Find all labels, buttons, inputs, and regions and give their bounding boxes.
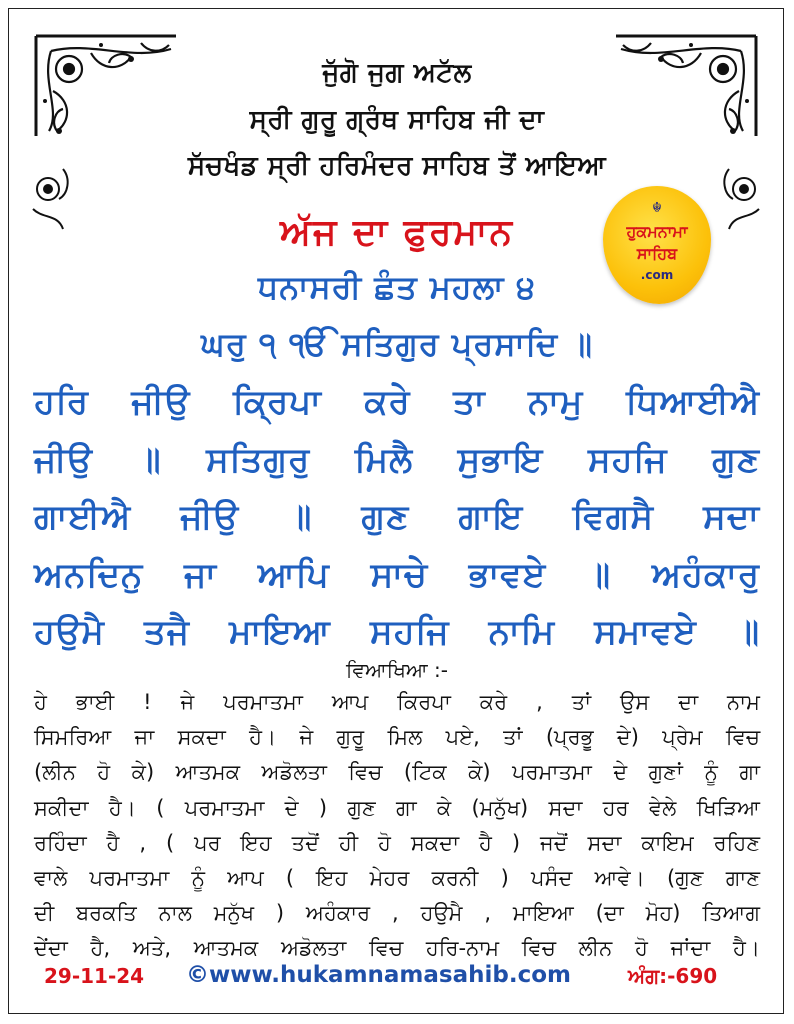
vyakhya-label: ਵਿਆਖਿਆ :- [346, 658, 448, 682]
header-line-3: ਸੱਚਖੰਡ ਸ੍ਰੀ ਹਰਿਮੰਦਰ ਸਾਹਿਬ ਤੋਂ ਆਇਆ [187, 151, 607, 181]
header-line-1: ਜੁੱਗੋ ਜੁਗ ਅਟੱਲ [322, 58, 472, 88]
footer-date: 29-11-24 [44, 964, 145, 988]
verse-line: ਗਾਈਐ ਜੀਉ ॥ ਗੁਣ ਗਾਇ ਵਿਗਸੈ ਸਦਾ [34, 497, 760, 537]
explanation-line: ਦੀ ਬਰਕਤਿ ਨਾਲ ਮਨੁੱਖ ) ਅਹੰਕਾਰ , ਹਉਮੈ , ਮਾਇਆ (ਦਾ ਮੋਹ) ਤਿਆਗ [34, 901, 760, 925]
header-line-2: ਸ੍ਰੀ ਗੁਰੂ ਗ੍ਰੰਥ ਸਾਹਿਬ ਜੀ ਦਾ [249, 105, 545, 135]
explanation-line: ਰਹਿੰਦਾ ਹੈ , ( ਪਰ ਇਹ ਤਦੋਂ ਹੀ ਹੋ ਸਕਦਾ ਹੈ ) ਜਦੋਂ ਸਦਾ ਕਾਇਮ ਰਹਿਣ [34, 831, 760, 855]
logo-text-line-2: ਸਾਹਿਬ [636, 244, 678, 263]
page-title: ਅੱਜ ਦਾ ਫੁਰਮਾਨ [280, 212, 514, 253]
explanation-line: ਸਕੀਦਾ ਹੈ। ( ਪਰਮਾਤਮਾ ਦੇ ) ਗੁਣ ਗਾ ਕੇ (ਮਨੁੱਖ) ਸਦਾ ਹਰ ਵੇਲੇ ਖਿੜਿਆ [34, 796, 760, 820]
verse-line: ਹਰਿ ਜੀਉ ਕ੍ਰਿਪਾ ਕਰੇ ਤਾ ਨਾਮੁ ਧਿਆਈਐ [34, 382, 760, 422]
explanation-line: ਦੇਂਦਾ ਹੈ, ਅਤੇ, ਆਤਮਕ ਅਡੋਲਤਾ ਵਿਚ ਹਰਿ-ਨਾਮ ਵਿਚ ਲੀਨ ਹੋ ਜਾਂਦਾ ਹੈ। [34, 936, 760, 960]
explanation-line: ਸਿਮਰਿਆ ਜਾ ਸਕਦਾ ਹੈ। ਜੇ ਗੁਰੂ ਮਿਲ ਪਏ, ਤਾਂ (ਪ੍ਰਭੂ ਦੇ) ਪ੍ਰੇਮ ਵਿਚ [34, 725, 760, 749]
explanation-line: ਵਾਲੇ ਪਰਮਾਤਮਾ ਨੂੰ ਆਪ ( ਇਹ ਮੇਹਰ ਕਰਨੀ ) ਪਸੰਦ ਆਵੇ। (ਗੁਣ ਗਾਣ [34, 866, 760, 890]
explanation-line: (ਲੀਨ ਹੋ ਕੇ) ਆਤਮਕ ਅਡੋਲਤਾ ਵਿਚ (ਟਿਕ ਕੇ) ਪਰਮਾਤਮਾ ਦੇ ਗੁਣਾਂ ਨੂੰ ਗਾ [34, 760, 760, 784]
khanda-icon: ☬ [652, 200, 662, 216]
logo-text-line-3: .com [640, 268, 674, 282]
shabad-heading-raag: ਧਨਾਸਰੀ ਛੰਤ ਮਹਲਾ ੪ [258, 268, 536, 306]
verse-line: ਅਨਦਿਨੁ ਜਾ ਆਪਿ ਸਾਚੇ ਭਾਵਏ ॥ ਅਹੰਕਾਰੁ [34, 555, 760, 595]
explanation-line: ਹੇ ਭਾਈ ! ਜੇ ਪਰਮਾਤਮਾ ਆਪ ਕਿਰਪਾ ਕਰੇ , ਤਾਂ ਉਸ ਦਾ ਨਾਮ [34, 690, 760, 714]
logo-text-line-1: ਹੁਕਮਨਾਮਾ [626, 222, 688, 241]
verse-line: ਜੀਉ ॥ ਸਤਿਗੁਰੁ ਮਿਲੈ ਸੁਭਾਇ ਸਹਜਿ ਗੁਣ [34, 440, 760, 480]
verse-line: ਹਉਮੈ ਤਜੈ ਮਾਇਆ ਸਹਜਿ ਨਾਮਿ ਸਮਾਵਏ ॥ [34, 612, 760, 652]
footer-website-link[interactable]: ©www.hukamnamasahib.com [186, 962, 571, 988]
shabad-heading-mangal: ਘਰੁ ੧ ੴ ਸਤਿਗੁਰ ਪ੍ਰਸਾਦਿ ॥ [201, 325, 593, 363]
footer-ang-number: ਅੰਗ:-690 [628, 964, 718, 988]
